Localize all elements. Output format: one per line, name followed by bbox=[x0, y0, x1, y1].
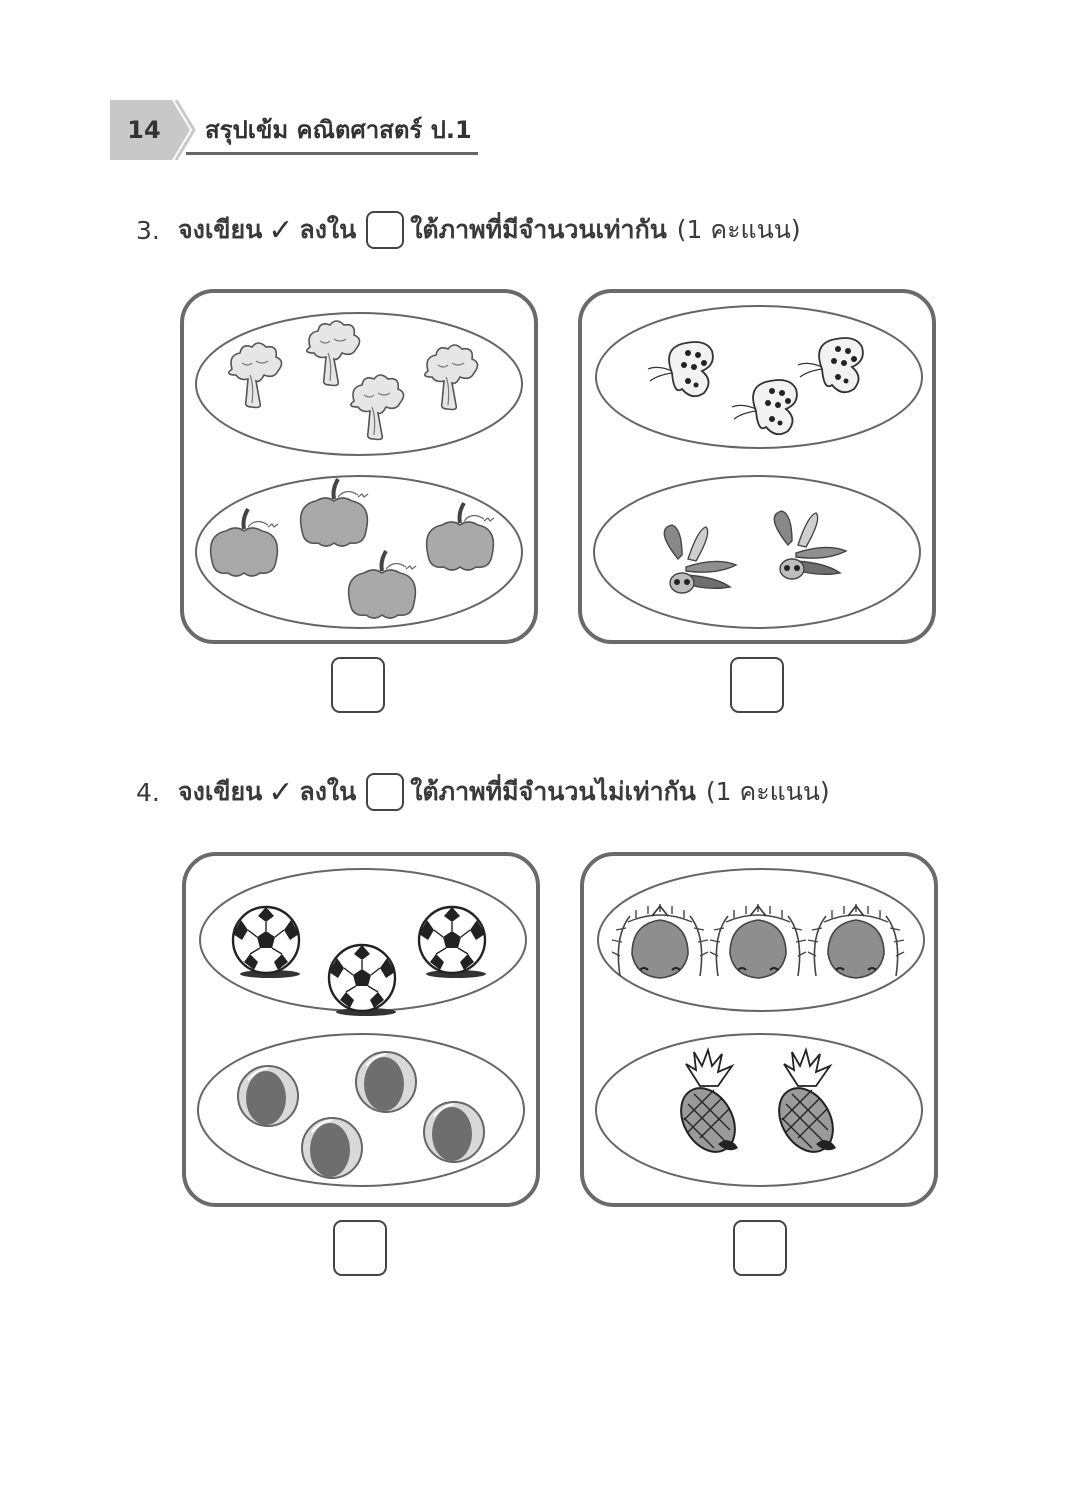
check-mark-icon: ✓ bbox=[268, 774, 294, 810]
q3-option-b-answer-box[interactable] bbox=[730, 657, 784, 713]
question-lead: จงเขียน bbox=[178, 777, 263, 806]
question-mid: ลงใน bbox=[299, 777, 357, 806]
question-score: (1 คะแนน) bbox=[676, 215, 801, 244]
book-title: สรุปเข้ม คณิตศาสตร์ ป.1 bbox=[205, 116, 472, 144]
q4-option-a-answer-box[interactable] bbox=[333, 1220, 387, 1276]
q4-option-b-panel bbox=[580, 852, 938, 1207]
check-mark-icon: ✓ bbox=[268, 212, 294, 248]
question-instruction: ใต้ภาพที่มีจำนวนไม่เท่ากัน bbox=[410, 777, 696, 806]
beach-ball-icon bbox=[424, 1102, 484, 1162]
sample-box-icon bbox=[366, 773, 404, 811]
question-number: 3. bbox=[136, 215, 160, 245]
question-mid: ลงใน bbox=[299, 215, 357, 244]
title-underline bbox=[186, 152, 478, 155]
question-score: (1 คะแนน) bbox=[705, 777, 830, 806]
q4-option-b-answer-box[interactable] bbox=[733, 1220, 787, 1276]
beach-ball-icon bbox=[302, 1118, 362, 1178]
beach-ball-icon bbox=[356, 1052, 416, 1112]
page-number: 14 bbox=[127, 116, 161, 144]
sample-box-icon bbox=[366, 211, 404, 249]
q4-option-a-panel bbox=[182, 852, 540, 1207]
question-instruction: ใต้ภาพที่มีจำนวนเท่ากัน bbox=[410, 215, 667, 244]
question-number: 4. bbox=[136, 777, 160, 807]
beach-ball-icon bbox=[238, 1066, 298, 1126]
q3-option-a-answer-box[interactable] bbox=[331, 657, 385, 713]
question-4 bbox=[136, 772, 830, 812]
q3-option-b-panel bbox=[578, 289, 936, 644]
question-lead: จงเขียน bbox=[178, 215, 263, 244]
q3-option-a-panel bbox=[180, 289, 538, 644]
question-3 bbox=[136, 210, 801, 250]
